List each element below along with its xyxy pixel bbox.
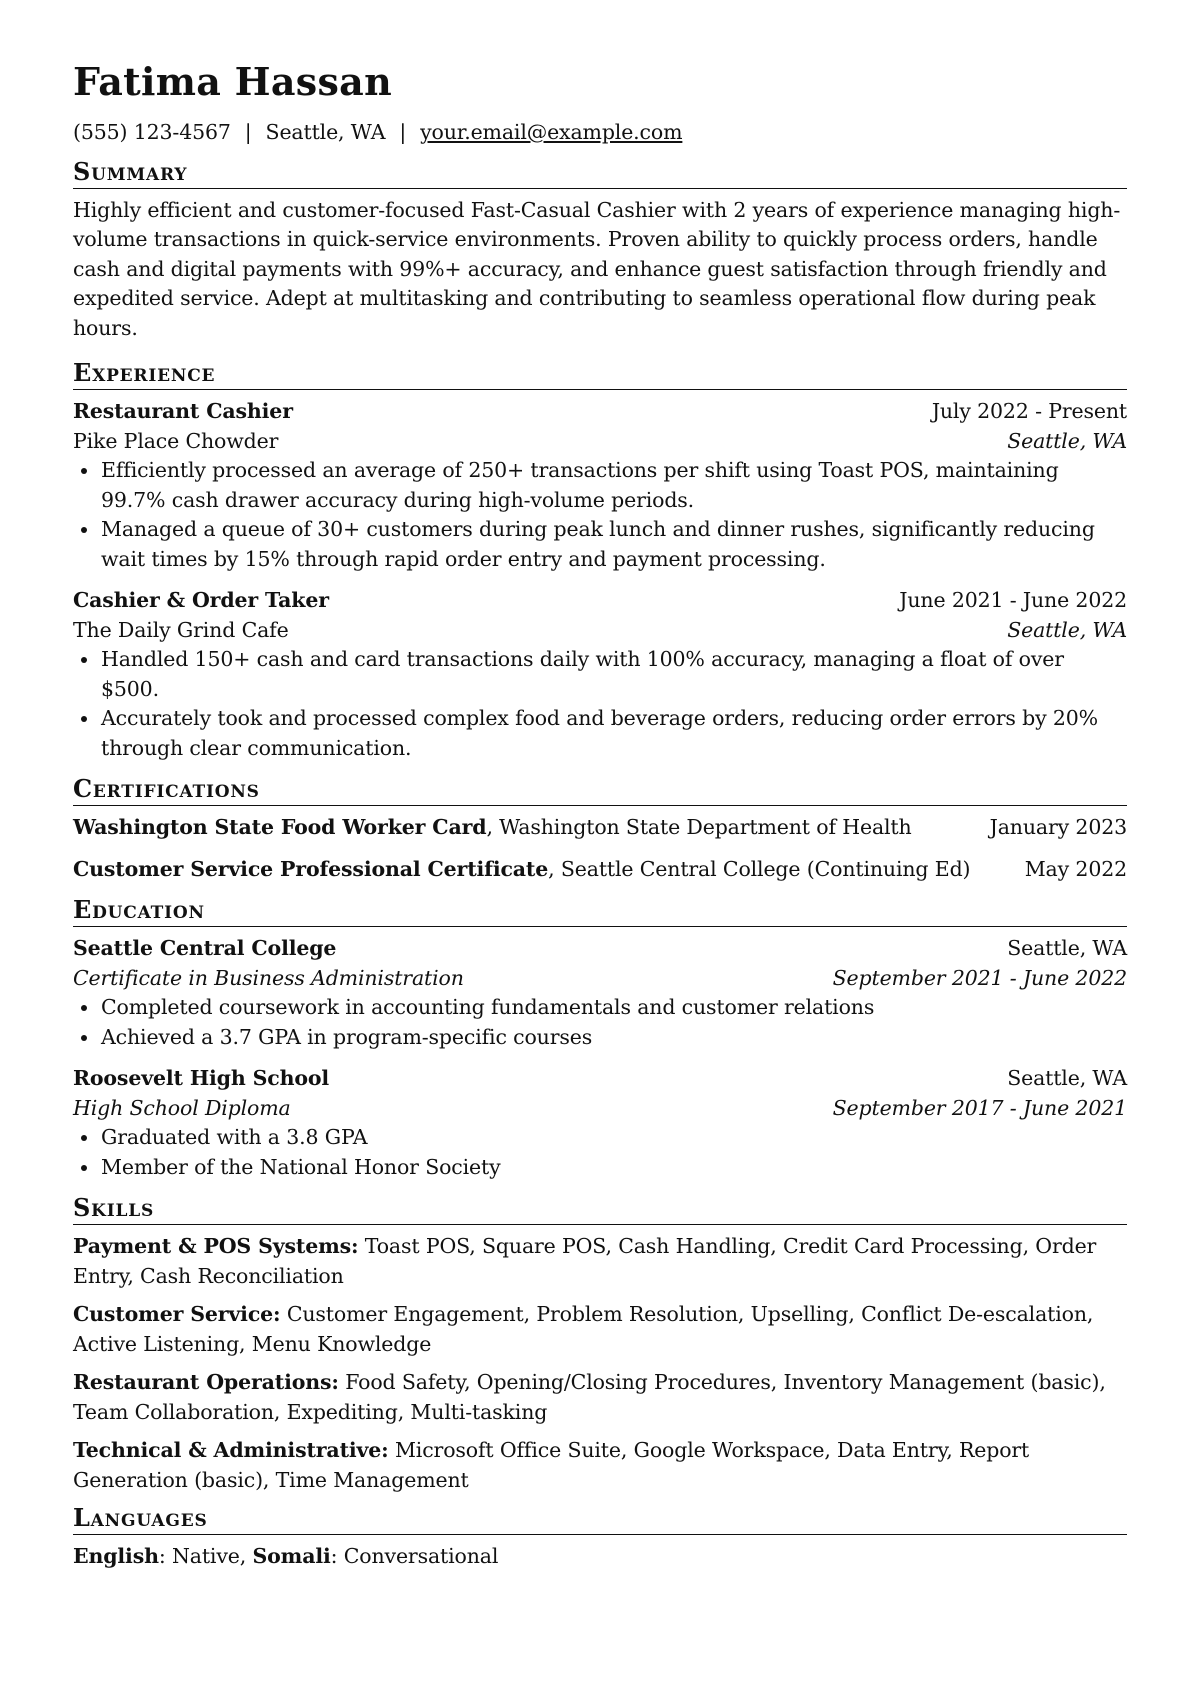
list-item: Efficiently processed an average of 250+ transactions per shift using Toast POS, maintaining 99.7% cash drawer accuracy during high-volume periods.	[73, 456, 1127, 515]
job-company-row	[73, 427, 1127, 457]
job-dates: June 2021 - June 2022	[899, 588, 1127, 612]
contact-separator: |	[399, 120, 407, 144]
skill-group	[73, 1436, 1127, 1495]
skill-group	[73, 1300, 1127, 1359]
certifications-section	[73, 775, 1127, 884]
language-level: : Native,	[158, 1544, 253, 1568]
school-location: Seattle, WA	[1007, 1066, 1127, 1090]
job-company: The Daily Grind Cafe	[73, 617, 289, 642]
education-bullets	[73, 1123, 1127, 1182]
summary-section	[73, 158, 1127, 344]
skill-group-label: Technical & Administrative:	[73, 1438, 389, 1462]
list-item: Graduated with a 3.8 GPA	[73, 1123, 1127, 1153]
skill-group	[73, 1232, 1127, 1291]
job-entry	[73, 397, 1127, 574]
section-heading-certifications: Certifications	[73, 775, 1127, 806]
education-section	[73, 896, 1127, 1182]
job-location: Seattle, WA	[1007, 617, 1127, 642]
education-bullets	[73, 993, 1127, 1052]
language-name: English	[73, 1544, 159, 1568]
certification-name: Washington State Food Worker Card	[73, 815, 487, 839]
email-link[interactable]: your.email@example.com	[420, 120, 683, 144]
certification-item	[73, 813, 1127, 843]
languages-line	[73, 1542, 1127, 1572]
skill-group	[73, 1368, 1127, 1427]
contact-line	[73, 118, 1127, 148]
list-item: Completed coursework in accounting fundamentals and customer relations	[73, 993, 1127, 1023]
education-entry	[73, 934, 1127, 1052]
degree-name: High School Diploma	[73, 1095, 291, 1120]
phone-number: (555) 123-4567	[73, 120, 231, 144]
job-location: Seattle, WA	[1007, 428, 1127, 453]
section-heading-skills: Skills	[73, 1194, 1127, 1225]
list-item: Accurately took and processed complex food and beverage orders, reducing order errors by 20% through clear communication.	[73, 704, 1127, 763]
education-entry	[73, 1064, 1127, 1182]
certification-date: January 2023	[989, 815, 1127, 839]
job-role: Restaurant Cashier	[73, 399, 293, 423]
contact-separator: |	[244, 120, 252, 144]
job-title-row	[73, 586, 1127, 616]
certification-issuer: , Washington State Department of Health	[486, 815, 912, 839]
languages-section	[73, 1504, 1127, 1572]
job-bullets	[73, 645, 1127, 763]
list-item: Achieved a 3.7 GPA in program-specific courses	[73, 1023, 1127, 1053]
certification-name: Customer Service Professional Certificate	[73, 856, 549, 881]
skill-group-items: Microsoft Office Suite, Google Workspace, Data Entry, Report Generation (basic), Time Management	[73, 1438, 1030, 1492]
job-company: Pike Place Chowder	[73, 428, 279, 453]
list-item: Member of the National Honor Society	[73, 1153, 1127, 1183]
job-role: Cashier & Order Taker	[73, 588, 329, 612]
resume-page	[73, 60, 1127, 1572]
school-name: Roosevelt High School	[73, 1066, 330, 1090]
summary-text: Highly efficient and customer-focused Fast-Casual Cashier with 2 years of experience managing high-volume transactions in quick-service environments. Proven ability to quickly process orders, handle cash and digital payments with 99%+ accuracy, and enhance guest satisfaction through friendly and expedited service. Adept at multitasking and contributing to seamless operational flow during peak hours.	[73, 197, 1121, 340]
job-dates: July 2022 - Present	[931, 399, 1127, 423]
certification-text	[73, 813, 912, 843]
experience-section	[73, 359, 1127, 763]
language-name: Somali	[252, 1544, 331, 1568]
skill-group-items: Food Safety, Opening/Closing Procedures, Inventory Management (basic), Team Collaboration, Expediting, Multi-tasking	[73, 1370, 1106, 1424]
candidate-name: Fatima Hassan	[73, 59, 393, 104]
education-dates: September 2017 - June 2021	[832, 1095, 1127, 1120]
certification-issuer: , Seattle Central College (Continuing Ed)	[548, 856, 971, 881]
degree-name: Certificate in Business Administration	[73, 965, 464, 990]
school-name: Seattle Central College	[73, 936, 337, 960]
certification-text	[73, 855, 970, 885]
section-heading-education: Education	[73, 896, 1127, 927]
section-heading-summary: Summary	[73, 158, 1127, 189]
degree-row	[73, 964, 1127, 994]
skill-group-label: Payment & POS Systems:	[73, 1234, 359, 1258]
certification-date: May 2022	[1024, 856, 1127, 881]
school-location: Seattle, WA	[1007, 936, 1127, 960]
skills-section	[73, 1194, 1127, 1495]
job-title-row	[73, 397, 1127, 427]
skill-group-label: Restaurant Operations:	[73, 1370, 339, 1394]
school-row	[73, 1064, 1127, 1094]
job-company-row	[73, 616, 1127, 646]
list-item: Handled 150+ cash and card transactions daily with 100% accuracy, managing a float of over $500.	[73, 645, 1127, 704]
degree-row	[73, 1094, 1127, 1124]
skill-group-items: Toast POS, Square POS, Cash Handling, Credit Card Processing, Order Entry, Cash Reconciliation	[73, 1234, 1097, 1288]
language-level: : Conversational	[330, 1544, 499, 1568]
skill-group-label: Customer Service:	[73, 1302, 281, 1326]
job-bullets	[73, 456, 1127, 574]
contact-location: Seattle, WA	[265, 120, 386, 144]
skill-group-items: Customer Engagement, Problem Resolution, Upselling, Conflict De-escalation, Active Listening, Menu Knowledge	[73, 1302, 1094, 1356]
job-entry	[73, 586, 1127, 763]
list-item: Managed a queue of 30+ customers during peak lunch and dinner rushes, significantly reducing wait times by 15% through rapid order entry and payment processing.	[73, 515, 1127, 574]
certification-item	[73, 855, 1127, 885]
section-heading-languages: Languages	[73, 1504, 1127, 1535]
school-row	[73, 934, 1127, 964]
section-heading-experience: Experience	[73, 359, 1127, 390]
education-dates: September 2021 - June 2022	[832, 965, 1127, 990]
